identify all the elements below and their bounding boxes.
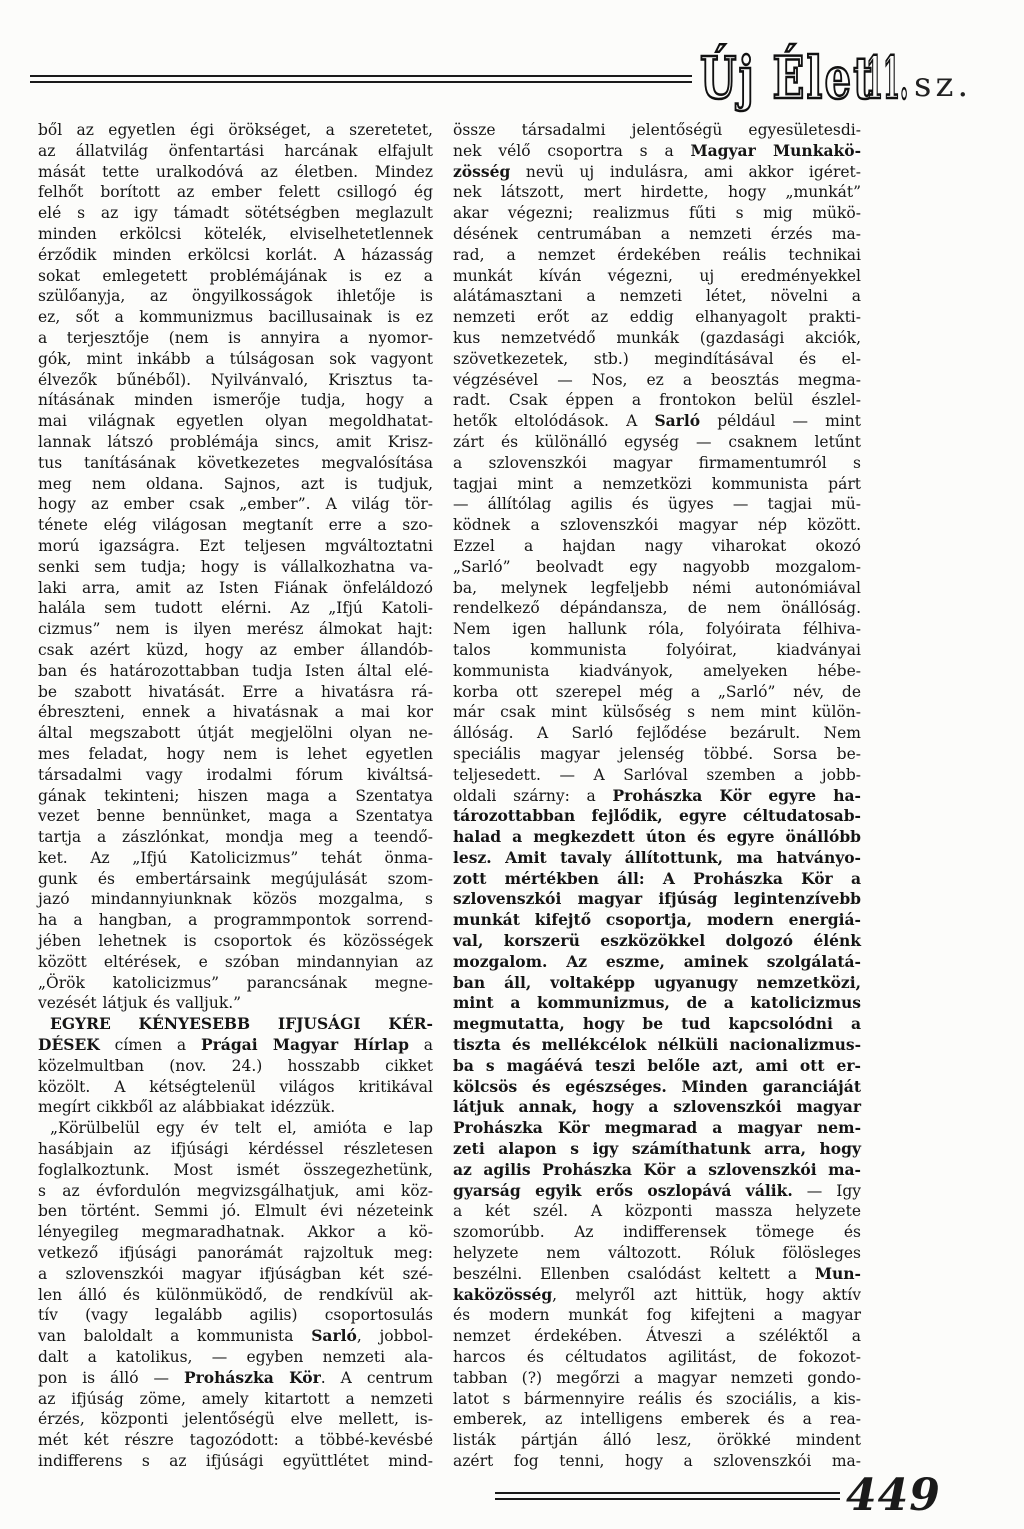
text-line: senki sem tudja; hogy is vállalkozhatna va-: [38, 557, 433, 576]
bold-text-segment: kölcsös és egészséges. Minden garanciáját: [453, 1076, 861, 1096]
text-line: munkát kíván végezni, uj eredményekkel: [453, 266, 861, 285]
right-text-column: [453, 120, 861, 1472]
bold-text-segment: tiszta és mellékcélok nélküli nacionalizmus-: [453, 1035, 861, 1055]
masthead-double-rule: [30, 75, 692, 83]
bold-text-segment: munkát kifejtő csoportja, modern energiá-: [453, 910, 861, 930]
text-line: listák pártján álló lesz, örökké mindent: [453, 1431, 861, 1450]
text-line: ket. Az „Ifjú Katolicizmus” tehát önma-: [38, 848, 433, 867]
bold-text-segment: megmutatta, hogy be tud kapcsolódni a: [453, 1014, 861, 1034]
text-line: akar végezni; realizmus fűti s mig mükö-: [453, 204, 861, 223]
text-line: cizmus” nem is ilyen merész álmokat hajt:: [38, 620, 433, 639]
text-line: lannak látszó problémája sincs, amit Krisz-: [38, 432, 433, 451]
text-line: [453, 162, 861, 183]
text-segment: nek vélő csoportra s a: [453, 141, 691, 160]
bold-text-segment: Prágai Magyar Hírlap: [200, 1035, 409, 1055]
text-line: tus tanításának következetes megvalósítása: [38, 453, 433, 472]
text-line: megírt cikkből az alábbiakat idézzük.: [38, 1098, 336, 1117]
text-line: hogy az ember csak „ember”. A világ tör-: [38, 495, 433, 514]
publication-title: Új Élet: [700, 44, 875, 112]
bold-text-segment: lesz. Amit tavaly állítottunk, ma hatványo-: [453, 847, 861, 867]
text-line: [453, 869, 861, 890]
text-line: harcos és céltudatos agilitást, de fokozot-: [453, 1348, 861, 1367]
text-line: [453, 848, 861, 869]
text-line: „Körülbelül egy év telt el, amióta e lap: [50, 1119, 433, 1138]
text-line: tartja a zászlónkat, mondja meg a teendő-: [38, 828, 433, 847]
text-line: által megszabott útját megjelölni olyan ne-: [38, 724, 433, 743]
text-line: „Örök katolicizmus” parancsának megne-: [38, 973, 433, 992]
text-segment: — Igy: [792, 1181, 861, 1200]
text-segment: oldali szárny: a: [453, 786, 613, 805]
text-line: tabban (?) megőrzi a magyar nemzeti gondo-: [453, 1368, 861, 1387]
text-line: mását tette uralkodóvá az életben. Mindez: [38, 162, 433, 181]
text-line: morú igazságra. Ezt teljesen mgváltoztatni: [38, 536, 433, 555]
text-line: közelmultban (nov. 24.) hosszabb cikket: [38, 1056, 433, 1075]
text-line: a terjesztője (nem is annyira a nyomor-: [38, 328, 433, 347]
text-line: a szlovenszkói magyar ifjúságban két szé-: [38, 1264, 433, 1283]
text-line: [453, 827, 861, 848]
text-line: s az évfordulón megvizsgálhatjuk, ami köz-: [38, 1181, 433, 1200]
text-segment: , melyről azt hittük, hogy aktív: [552, 1285, 861, 1304]
text-line: gunk és embertársaink megújulását szom-: [38, 869, 433, 888]
text-line: [38, 1014, 433, 1035]
text-line: [38, 1368, 433, 1389]
bold-text-segment: DÉSEK: [38, 1035, 100, 1055]
text-line: ébreszteni, ennek a hivatásnak a mai kor: [38, 703, 433, 722]
text-segment: . A centrum: [320, 1368, 433, 1387]
bold-text-segment: tározottabban fejlődik, egyre céltudatosab-: [453, 806, 861, 826]
text-line: jében lehetnek is csoportok és közösségek: [38, 932, 433, 951]
text-line: felhőt borított az ember felett csillogó ég: [38, 183, 433, 202]
text-line: élvezők bűnéből). Nyilvánvaló, Krisztus ta-: [38, 370, 433, 389]
text-line: nemzet érdekében. Átveszi a széléktől a: [453, 1327, 861, 1346]
text-line: indifferens s az ifjúsági együttlétet mind-: [38, 1452, 433, 1470]
text-line: zárt és különálló egység — csaknem letűnt: [453, 432, 861, 451]
text-line: [453, 1056, 861, 1077]
text-line: gának tekinteni; hiszen maga a Szentatya: [38, 786, 433, 805]
text-segment: beszélni. Ellenben csalódást keltett a: [453, 1264, 815, 1283]
text-segment: pon is álló —: [38, 1368, 184, 1387]
text-line: [38, 1326, 433, 1347]
text-line: [453, 1181, 861, 1202]
text-line: gók, mint inkább a túlságosan sok vagyont: [38, 349, 433, 368]
text-line: tagjai mint a nemzetközi kommunista párt: [453, 474, 861, 493]
text-line: meg nem oldana. Sajnos, azt is tudjuk,: [38, 474, 433, 493]
text-line: szövetkezetek, stb.) megindításával és el-: [453, 349, 861, 368]
text-line: kommunista kiadványok, amelyeken hébe-: [453, 661, 861, 680]
text-line: [453, 806, 861, 827]
bold-text-segment: gyarság egyik erős oszlopává válik.: [453, 1180, 793, 1200]
issue-number: 11.: [866, 44, 909, 112]
bold-text-segment: szlovenszkói magyar ifjúság legintenzívebb: [453, 889, 861, 909]
bold-text-segment: Sarló: [311, 1326, 357, 1346]
text-line: [453, 1077, 861, 1098]
text-line: vezését látjuk és valljuk.”: [38, 994, 242, 1013]
text-line: már csak mint külsőség s nem mint külön-: [453, 703, 861, 722]
bold-text-segment: Sarló: [654, 411, 701, 431]
text-line: Nem igen hallunk róla, folyóirata félhiva-: [453, 620, 861, 639]
text-line: lényegileg megmaradhatnak. Akkor a kö-: [38, 1223, 433, 1242]
footer-double-rule: [495, 1492, 840, 1500]
text-line: minden erkölcsi kötelék, elviselhetetlennek: [38, 224, 433, 243]
text-line: a két szél. A központi massza helyzete: [453, 1202, 861, 1221]
left-text-column: [38, 120, 433, 1472]
bold-text-segment: zeti alapon s igy számíthatunk arra, hogy: [453, 1139, 861, 1159]
text-line: között eltérések, e szóban mindannyian az: [38, 952, 433, 971]
text-line: [453, 910, 861, 931]
text-segment: címen a: [99, 1036, 201, 1055]
text-segment: például — mint: [700, 412, 861, 431]
text-line: szomorúbb. Az indifferensek tömege és: [453, 1223, 861, 1242]
text-line: [453, 973, 861, 994]
text-line: [453, 786, 861, 807]
text-line: len álló és különmüködő, de rendkívül ak-: [38, 1285, 433, 1304]
text-line: [38, 1035, 433, 1056]
text-line: ha a hangban, a programmpontok sorrend-: [38, 911, 433, 930]
page-number: 449: [846, 1470, 941, 1521]
text-line: mét két részre tagozódott: a többé-kevésbé: [38, 1431, 433, 1450]
bold-text-segment: EGYRE KÉNYESEBB IFJUSÁGI KÉR-: [50, 1014, 433, 1034]
bold-text-segment: ban áll, voltaképp ugyanugy nemzetközi,: [453, 972, 861, 992]
bold-text-segment: Magyar Munkakö-: [690, 140, 861, 160]
text-line: rendelkező dépándansza, de nem önállóság.: [453, 599, 861, 618]
text-line: társadalmi vagy irodalmi fórum kiváltsá-: [38, 765, 433, 784]
text-line: [453, 889, 861, 910]
text-line: tív (vagy legalább agilis) csoportosulás: [38, 1306, 433, 1325]
text-line: nításának minden ismerője tudja, hogy a: [38, 391, 433, 410]
bold-text-segment: zösség: [453, 161, 511, 181]
text-line: és modern munkát fog kifejteni a magyar: [453, 1306, 861, 1325]
text-line: — állítólag agilis és ügyes — tagjai mü-: [453, 495, 861, 514]
text-line: ba, melynek legfeljebb némi autonómiával: [453, 578, 861, 597]
bold-text-segment: zott mértékben áll: A Prohászka Kör a: [453, 868, 861, 888]
text-line: helyzete nem változott. Róluk fölösleges: [453, 1244, 861, 1263]
text-line: az ifjúság zöme, amely kitartott a nemzeti: [38, 1389, 433, 1408]
text-segment: nevü uj indulásra, ami akkor igéret-: [510, 162, 861, 181]
text-line: [453, 411, 861, 432]
text-line: vetkező ifjúsági panorámát rajzoltuk meg:: [38, 1244, 433, 1263]
text-line: jazó mindannyiunknak közös mozgalma, s: [38, 890, 433, 909]
text-line: [453, 1139, 861, 1160]
text-line: össze társadalmi jelentőségü egyesületesdi-: [453, 121, 861, 139]
text-line: [453, 1285, 861, 1306]
bold-text-segment: Prohászka Kör egyre ha-: [612, 785, 861, 805]
text-line: ben történt. Semmi jó. Elmult évi nézeteink: [38, 1202, 433, 1221]
bold-text-segment: Mun-: [814, 1263, 861, 1283]
text-line: rad, a nemzet érdekében reális technikai: [453, 245, 861, 264]
text-segment: van baloldalt a kommunista: [38, 1327, 312, 1346]
text-line: [453, 1118, 861, 1139]
text-line: ből az egyetlen égi örökséget, a szeretetet,: [38, 121, 433, 139]
text-line: [453, 1264, 861, 1285]
text-line: désének centrumában a nemzeti érzés ma-: [453, 224, 861, 243]
text-segment: , jobbol-: [356, 1327, 433, 1346]
text-line: ködnek a szlovenszkói magyar nép között.: [453, 516, 861, 535]
text-line: mes feladat, hogy nem is lehet egyetlen: [38, 744, 433, 763]
bold-text-segment: Prohászka Kör: [183, 1367, 321, 1387]
text-line: foglalkoztunk. Most ismét összegezhetünk,: [38, 1160, 433, 1179]
text-line: érződik minden erkölcsi korlát. A házasság: [38, 245, 433, 264]
bold-text-segment: halad a megkezdett úton és egyre önállóbb: [453, 827, 861, 847]
text-line: sokat emlegetett problémájának is ez a: [38, 266, 433, 285]
text-line: ban és határozottabban tudja Isten által elé-: [38, 661, 433, 680]
text-line: ez, sőt a kommunizmus bacillusainak is ez: [38, 308, 433, 327]
text-segment: a: [408, 1036, 433, 1055]
text-line: [453, 1160, 861, 1181]
text-line: elé s az igy támadt sötétségben meglazult: [38, 204, 433, 223]
text-line: érzés, központi jelentőségü elve mellett, is-: [38, 1410, 433, 1429]
text-line: ténete elég világosan megtanít erre a szo-: [38, 516, 433, 535]
text-line: emberek, az intelligens emberek és a rea-: [453, 1410, 861, 1429]
bold-text-segment: az agilis Prohászka Kör a szlovenszkói ma-: [453, 1159, 861, 1179]
text-line: korba ott szerepel még a „Sarló” név, de: [453, 682, 861, 701]
text-line: alátámasztani a nemzeti létet, növelni a: [453, 287, 861, 306]
text-line: dalt a katolikus, — egyben nemzeti ala-: [38, 1348, 433, 1367]
text-line: [453, 931, 861, 952]
text-line: [453, 141, 861, 162]
text-line: végzésével — Nos, ez a beosztás megma-: [453, 370, 861, 389]
text-line: hasábjain az ifjúsági kérdéssel részletesen: [38, 1140, 433, 1159]
text-line: állóság. A Sarló fejlődése bezárult. Nem: [453, 724, 861, 743]
bold-text-segment: kaközösség: [453, 1284, 553, 1304]
text-line: speciális magyar jelenség többé. Sorsa be-: [453, 744, 861, 763]
text-line: mai világnak egyetlen olyan megoldhatat-: [38, 412, 433, 431]
text-line: nemzeti erőt az eddig elhanyagolt prakti-: [453, 308, 861, 327]
text-line: laki arra, amit az Isten Fiának önfeláldozó: [38, 578, 433, 597]
bold-text-segment: látjuk annak, hogy a szlovenszkói magyar: [453, 1097, 861, 1117]
text-line: Ezzel a hajdan nagy viharokat okozó: [453, 536, 861, 555]
bold-text-segment: mozgalom. Az eszme, aminek szolgálatá-: [453, 951, 861, 971]
text-line: csak azért küzd, hogy az ember állandób-: [38, 640, 433, 659]
text-line: talos kommunista folyóirat, kiadványai: [453, 640, 861, 659]
text-line: közölt. A kétségtelenül világos kritikával: [38, 1077, 433, 1096]
text-line: [453, 1035, 861, 1056]
text-line: be szabott hivatását. Erre a hivatásra rá-: [38, 682, 433, 701]
text-line: „Sarló” beolvadt egy nagyobb mozgalom-: [453, 557, 861, 576]
text-line: [453, 1014, 861, 1035]
bold-text-segment: ba s magáévá teszi belőle azt, ami ott er-: [453, 1055, 861, 1075]
bold-text-segment: val, korszerü eszközökkel dolgozó élénk: [453, 931, 861, 951]
text-line: halála sem tudott elérni. Az „Ifjú Katoli-: [38, 599, 433, 618]
text-segment: hetők eltolódások. A: [453, 412, 655, 431]
text-line: latot s bármennyire reális és szociális, a kis-: [453, 1389, 861, 1408]
text-line: azért fog tenni, hogy a szlovenszkói ma-: [453, 1452, 861, 1470]
text-line: az állatvilág önfentartási harcának elfajult: [38, 141, 433, 160]
text-line: a szlovenszkói magyar firmamentumról s: [453, 453, 861, 472]
text-line: vezet benne bennünket, maga a Szentatya: [38, 807, 433, 826]
text-line: [453, 1097, 861, 1118]
text-line: teljesedett. — A Sarlóval szemben a jobb-: [453, 765, 861, 784]
text-line: nek látszott, mert hirdette, hogy „munkát”: [453, 183, 861, 202]
text-line: [453, 993, 861, 1014]
bold-text-segment: Prohászka Kör megmarad a magyar nem-: [453, 1118, 861, 1138]
text-line: [453, 952, 861, 973]
text-line: szülőanyja, az öngyilkosságok ihletője is: [38, 287, 433, 306]
bold-text-segment: mint a kommunizmus, de a katolicizmus: [453, 993, 861, 1013]
text-line: kus nemzetvédő munkák (gazdasági akciók,: [453, 328, 861, 347]
issue-label: sz.: [914, 65, 973, 105]
text-line: radt. Csak éppen a frontokon belül észlel-: [453, 391, 861, 410]
